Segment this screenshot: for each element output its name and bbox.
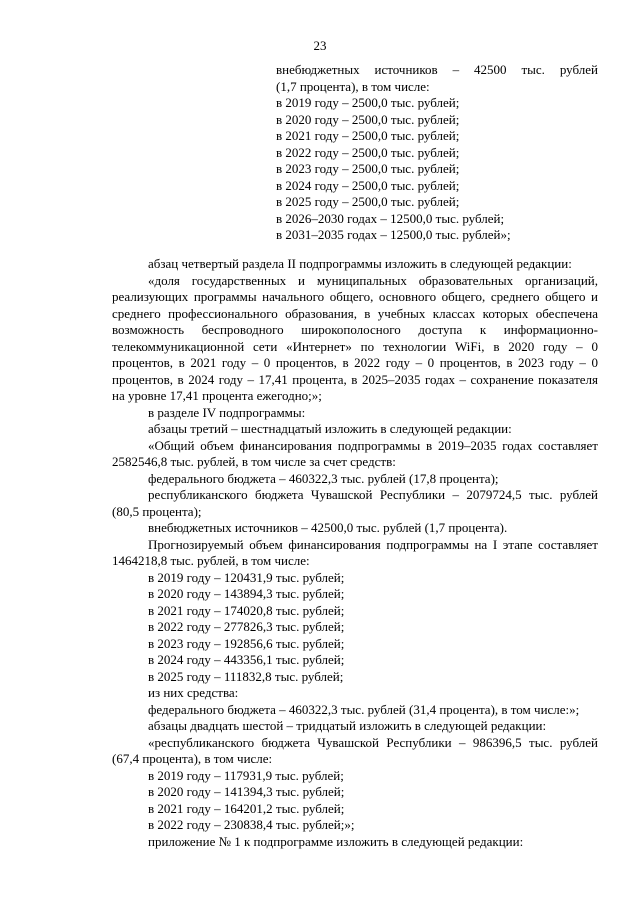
paragraph-stage-1: Прогнозируемый объем финансирования подпрограммы на I этапе составляет 1464218,8 тыс. рублей, в том числе:: [112, 536, 598, 568]
paragraph-appendix: приложение № 1 к подпрограмме изложить в следующей редакции:: [148, 833, 524, 849]
list-item: в 2025 году – 111832,8 тыс. рублей;: [148, 668, 344, 684]
paragraph-section-2: абзац четвертый раздела II подпрограммы изложить в следующей редакции:: [148, 256, 572, 271]
paragraph-section-4: в разделе IV подпрограммы:: [148, 404, 306, 420]
funding-year-line: в 2021 году – 2500,0 тыс. рублей;: [276, 128, 460, 143]
funding-year-line: в 2020 году – 2500,0 тыс. рублей;: [276, 111, 460, 127]
paragraph-republic-stage: «республиканского бюджета Чувашской Республики – 986396,5 тыс. рублей (67,4 процента), в том числе:: [112, 734, 598, 766]
funding-block: [276, 62, 598, 244]
funding-year-line: в 2023 году – 2500,0 тыс. рублей;: [276, 161, 460, 176]
list-item: в 2021 году – 164201,2 тыс. рублей;: [148, 800, 345, 816]
list-item: в 2023 году – 192856,6 тыс. рублей;: [148, 635, 345, 651]
list-item: в 2022 году – 277826,3 тыс. рублей;: [148, 619, 345, 634]
paragraph-abzacy: абзацы третий – шестнадцатый изложить в следующей редакции:: [148, 421, 512, 436]
list-item: в 2020 году – 141394,3 тыс. рублей;: [148, 784, 345, 799]
funding-year-line: в 2024 году – 2500,0 тыс. рублей;: [276, 177, 460, 193]
paragraph-of-them: из них средства:: [148, 685, 239, 700]
paragraph-federal-stage: федерального бюджета – 460322,3 тыс. рублей (31,4 процента), в том числе:»;: [148, 701, 580, 717]
list-item: в 2021 году – 174020,8 тыс. рублей;: [148, 602, 345, 618]
funding-line-2: (1,7 процента), в том числе:: [276, 78, 430, 94]
list-item: в 2019 году – 120431,9 тыс. рублей;: [148, 569, 345, 585]
funding-year-line: в 2031–2035 годах – 12500,0 тыс. рублей»;: [276, 227, 511, 242]
paragraph-federal: федерального бюджета – 460322,3 тыс. рублей (17,8 процента);: [148, 470, 499, 486]
document-body: [112, 256, 598, 850]
funding-line-1: внебюджетных источников – 42500 тыс. рублей: [276, 62, 598, 77]
list-item: в 2024 году – 443356,1 тыс. рублей;: [148, 652, 345, 667]
funding-year-line: в 2025 году – 2500,0 тыс. рублей;: [276, 194, 460, 209]
paragraph-wifi-share: «доля государственных и муниципальных образовательных организаций, реализующих программы начального общего, основного общего, среднего общего и среднего профессионального образования, в учебных классах которых обеспечена возможность беспроводного широкополосного доступа к информационно-телекоммуникационной сети «Интернет» по технологии WiFi, в 2020 году – 0 процентов, в 2021 году – 0 процентов, в 2022 году – 0 процентов, в 2023 году – 0 процентов, в 2024 году – 17,41 процента, в 2025–2035 годах – сохранение показателя на уровне 17,41 процента ежегодно;»;: [112, 272, 598, 403]
funding-year-line: в 2019 году – 2500,0 тыс. рублей;: [276, 95, 460, 110]
page-number: 23: [313, 38, 327, 53]
funding-year-line: в 2022 году – 2500,0 тыс. рублей;: [276, 144, 460, 160]
list-item: в 2020 году – 143894,3 тыс. рублей;: [148, 586, 345, 601]
paragraph-extrabudget: внебюджетных источников – 42500,0 тыс. рублей (1,7 процента).: [148, 520, 508, 535]
paragraph-abzacy-26-30: абзацы двадцать шестой – тридцатый изложить в следующей редакции:: [148, 718, 547, 733]
paragraph-republic: республиканского бюджета Чувашской Республики – 2079724,5 тыс. рублей (80,5 процента);: [112, 487, 598, 519]
list-item: в 2019 году – 117931,9 тыс. рублей;: [148, 767, 344, 783]
paragraph-total-funding: «Общий объем финансирования подпрограммы в 2019–2035 годах составляет 2582546,8 тыс. рублей, в том числе за счет средств:: [112, 437, 598, 469]
list-item: в 2022 году – 230838,4 тыс. рублей;»;: [148, 817, 355, 832]
funding-year-line: в 2026–2030 годах – 12500,0 тыс. рублей;: [276, 210, 505, 226]
